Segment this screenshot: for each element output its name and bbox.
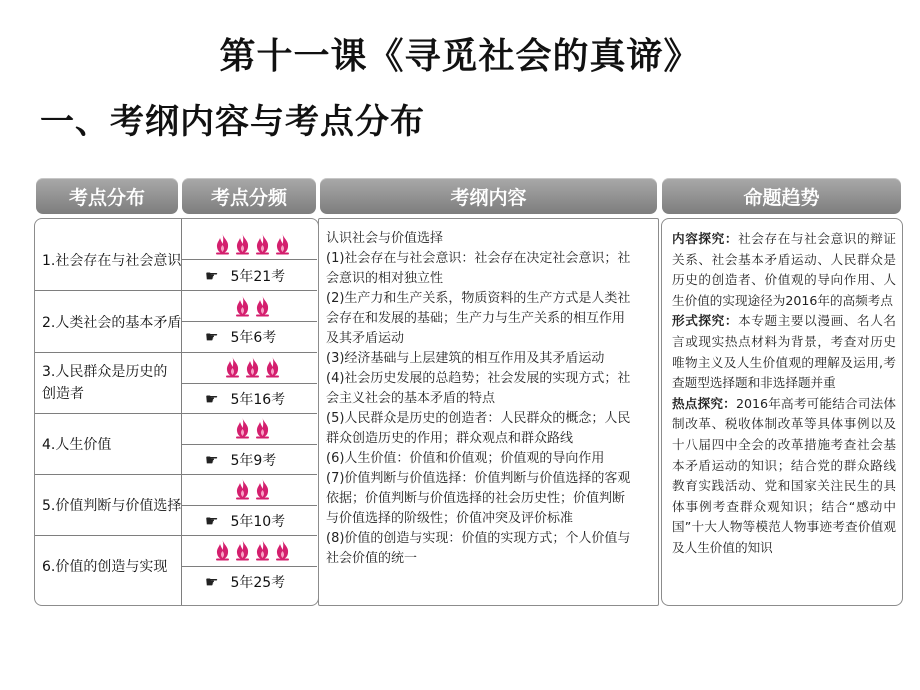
- flame-icon: [234, 295, 251, 321]
- freq-subdivider: [182, 566, 317, 567]
- trend-label: 内容探究：: [672, 231, 739, 246]
- outline-line: 认识社会与价值选择: [326, 231, 444, 246]
- pointing-hand-icon: ☛: [205, 573, 219, 591]
- flame-icon: [244, 356, 261, 382]
- row-divider: [35, 535, 317, 536]
- flame-icon: [254, 539, 271, 565]
- frequency-5: [205, 511, 285, 531]
- frequency-text: 5年10考: [230, 514, 286, 530]
- flame-icon: [264, 356, 281, 382]
- pointing-hand-icon: ☛: [205, 512, 219, 530]
- outline-line: 依据；价值判断与价值选择的社会历史性；价值判断: [326, 491, 626, 506]
- topic-4: 4.人生价值: [42, 437, 112, 453]
- outline-line: (7)价值判断与价值选择：价值判断与价值选择的客观: [326, 471, 631, 486]
- flame-icon: [234, 417, 251, 443]
- trend-content: [672, 229, 896, 559]
- outline-line: 及其矛盾运动: [326, 331, 405, 346]
- outline-line: (5)人民群众是历史的创造者：人民群众的概念；人民: [326, 411, 631, 426]
- header-distribution: 考点分布: [36, 178, 178, 214]
- heat-flames: [214, 539, 291, 565]
- heat-flames: [214, 233, 291, 259]
- flame-icon: [234, 478, 251, 504]
- row-divider: [35, 413, 317, 414]
- flame-icon: [254, 295, 271, 321]
- trend-text: 2016年高考可能结合司法体制改革、税收体制改革等具体事例以及十八届四中全会的改革措施考查社会基本矛盾运动的知识；结合党的群众路线教育实践活动、党和国家关注民生的具体事例考查群众观知识；结合“感动中国”十大人物等模范人物事迹考查价值观及人生价值的知识: [672, 395, 896, 555]
- topic-2: 2.人类社会的基本矛盾: [42, 315, 182, 331]
- outline-line: 会主义社会的基本矛盾的特点: [326, 391, 496, 406]
- flame-icon: [214, 539, 231, 565]
- heat-flames: [224, 356, 281, 382]
- trend-text: 社会存在与社会意识的辩证关系、社会基本矛盾运动、人民群众是历史的创造者、价值观的导向作用、人生价值的实现途径为2016年的高频考点: [672, 231, 897, 308]
- outline-line: 与价值选择的阶级性；价值冲突及评价标准: [326, 511, 574, 526]
- frequency-2: [205, 327, 276, 347]
- frequency-6: [205, 572, 285, 592]
- freq-subdivider: [182, 259, 317, 260]
- frequency-text: 5年9考: [230, 453, 277, 469]
- outline-line: (3)经济基础与上层建筑的相互作用及其矛盾运动: [326, 351, 605, 366]
- frequency-text: 5年25考: [230, 575, 286, 591]
- freq-subdivider: [182, 321, 317, 322]
- flame-icon: [254, 478, 271, 504]
- row-divider: [35, 474, 317, 475]
- outline-line: (8)价值的创造与实现：价值的实现方式；个人价值与: [326, 531, 631, 546]
- freq-subdivider: [182, 505, 317, 506]
- column-divider: [181, 219, 182, 605]
- outline-line: 群众创造历史的作用；群众观点和群众路线: [326, 431, 574, 446]
- topic-3: 3.人民群众是历史的创造者: [42, 364, 168, 402]
- row-divider: [35, 352, 317, 353]
- pointing-hand-icon: ☛: [205, 451, 219, 469]
- outline-line: (1)社会存在与社会意识：社会存在决定社会意识；社: [326, 251, 631, 266]
- trend-form-inquiry: [672, 311, 896, 393]
- topic-6: 6.价值的创造与实现: [42, 559, 168, 575]
- pointing-hand-icon: ☛: [205, 328, 219, 346]
- flame-icon: [234, 233, 251, 259]
- frequency-text: 5年6考: [230, 330, 277, 346]
- frequency-1: [205, 266, 285, 286]
- flame-icon: [224, 356, 241, 382]
- flame-icon: [254, 233, 271, 259]
- flame-icon: [274, 233, 291, 259]
- outline-line: 社会价值的统一: [326, 551, 418, 566]
- heat-flames: [234, 417, 271, 443]
- flame-icon: [234, 539, 251, 565]
- outline-content: [326, 229, 656, 569]
- freq-subdivider: [182, 444, 317, 445]
- trend-content-inquiry: [672, 229, 896, 311]
- section-heading: 一、考纲内容与考点分布: [40, 102, 425, 142]
- trend-text: 本专题主要以漫画、名人名言或现实热点材料为背景，考查对历史唯物主义及人生价值观的理解及运用,考查题型选择题和非选择题并重: [672, 313, 897, 391]
- outline-line: 会意识的相对独立性: [326, 271, 444, 286]
- frequency-text: 5年21考: [230, 269, 286, 285]
- pointing-hand-icon: ☛: [205, 390, 219, 408]
- topic-1: 1.社会存在与社会意识: [42, 253, 182, 269]
- freq-subdivider: [182, 383, 317, 384]
- frequency-text: 5年16考: [230, 392, 286, 408]
- outline-line: (2)生产力和生产关系，物质资料的生产方式是人类社: [326, 291, 631, 306]
- outline-line: (4)社会历史发展的总趋势；社会发展的实现方式；社: [326, 371, 631, 386]
- flame-icon: [214, 233, 231, 259]
- header-frequency: 考点分频: [182, 178, 316, 214]
- heat-flames: [234, 295, 271, 321]
- row-divider: [35, 290, 317, 291]
- outline-line: (6)人生价值：价值和价值观；价值观的导向作用: [326, 451, 605, 466]
- pointing-hand-icon: ☛: [205, 267, 219, 285]
- flame-icon: [254, 417, 271, 443]
- flame-icon: [274, 539, 291, 565]
- page-title: 第十一课《寻觅社会的真谛》: [219, 36, 701, 77]
- frequency-3: [205, 389, 285, 409]
- header-trend: 命题趋势: [662, 178, 901, 214]
- frequency-4: [205, 450, 276, 470]
- trend-label: 形式探究：: [672, 313, 739, 329]
- heat-flames: [234, 478, 271, 504]
- trend-hotspot-inquiry: [672, 394, 896, 559]
- topic-5: 5.价值判断与价值选择: [42, 498, 182, 514]
- outline-line: 会存在和发展的基础；生产力与生产关系的相互作用: [326, 311, 626, 326]
- header-outline: 考纲内容: [320, 178, 657, 214]
- trend-label: 热点探究：: [672, 395, 736, 411]
